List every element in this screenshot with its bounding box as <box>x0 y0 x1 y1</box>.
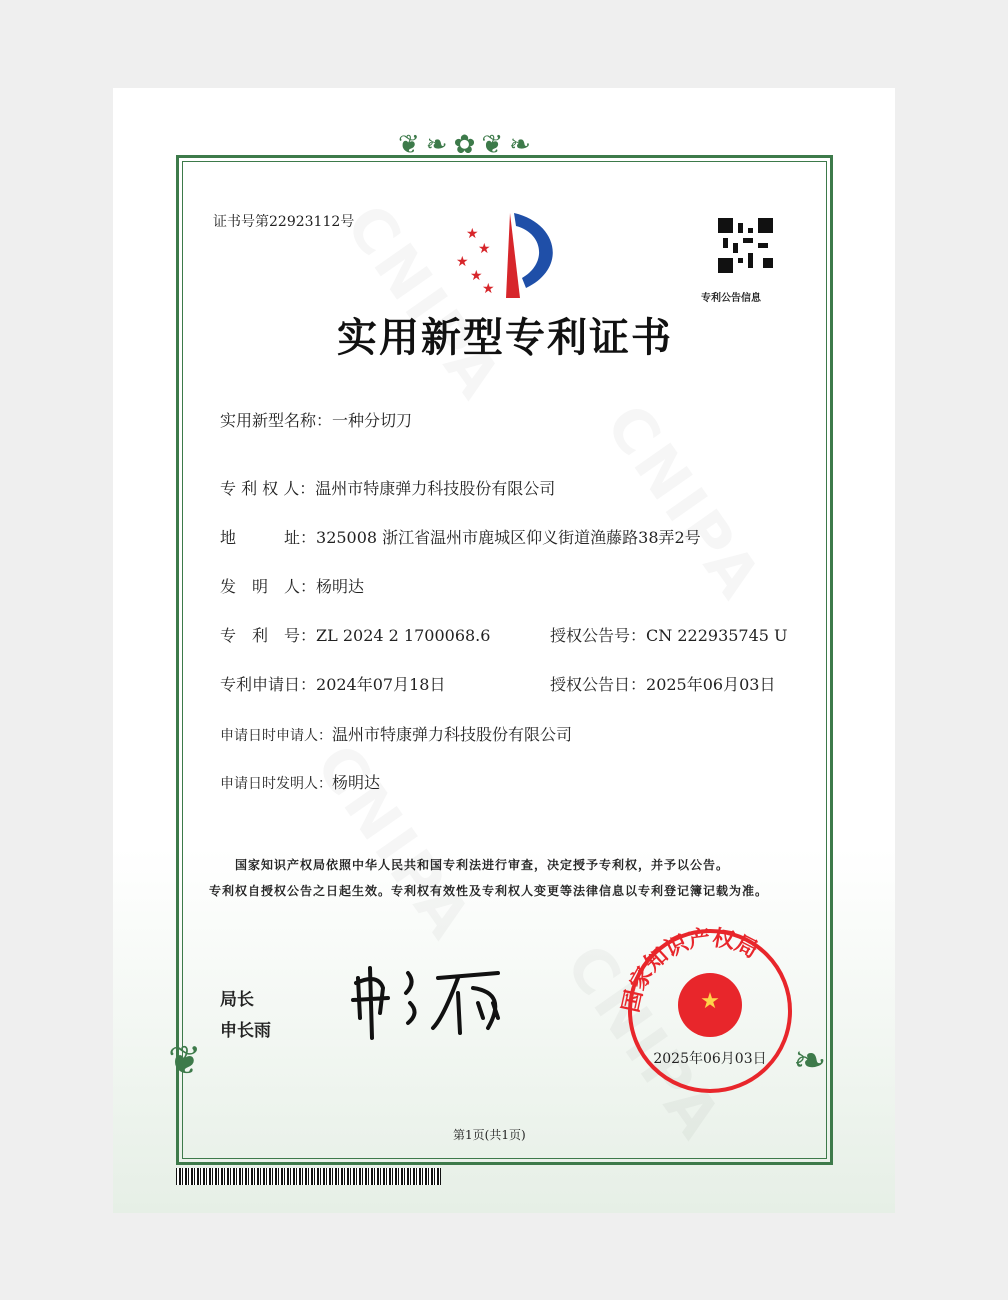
field-label: 申请日时申请人： <box>220 728 332 744</box>
certificate-page <box>113 88 895 1213</box>
field-label: 地 址： <box>220 528 317 547</box>
field-label: 专利申请日： <box>220 675 317 694</box>
qr-label: 专利公告信息 <box>701 293 761 304</box>
svg-text:★: ★ <box>700 989 720 1014</box>
inventor-at-filing: 杨明达 <box>332 773 381 792</box>
director-title: 局长 <box>220 990 254 1010</box>
certificate-title: 实用新型专利证书 <box>337 314 673 361</box>
patent-holder: 温州市特康弹力科技股份有限公司 <box>315 479 556 498</box>
seal-date: 2025年06月03日 <box>653 1051 767 1067</box>
official-seal <box>618 923 803 1093</box>
svg-text:★: ★ <box>478 241 491 257</box>
field-label: 专 利 号： <box>220 626 317 645</box>
applicant-at-filing: 温州市特康弹力科技股份有限公司 <box>332 725 573 744</box>
director-signature <box>348 958 518 1043</box>
field-label: 授权公告号： <box>550 626 647 645</box>
inventor: 杨明达 <box>316 577 365 596</box>
publication-date: 2025年06月03日 <box>646 675 776 694</box>
field-label: 发 明 人： <box>220 577 317 596</box>
seal-org: 国家知识产权局 <box>618 924 763 1015</box>
application-date: 2024年07月18日 <box>316 675 446 694</box>
qr-code[interactable] <box>718 218 773 273</box>
field-label: 实用新型名称： <box>220 411 333 430</box>
top-ornament-icon: ❦❧✿❦❧ <box>398 130 537 160</box>
page-number: 第1页(共1页) <box>453 1128 526 1142</box>
patent-number: ZL 2024 2 1700068.6 <box>316 626 491 645</box>
svg-text:★: ★ <box>456 254 469 270</box>
field-label: 专 利 权 人： <box>220 479 316 498</box>
publication-number: CN 222935745 U <box>646 626 788 645</box>
svg-text:★: ★ <box>466 226 479 242</box>
field-label: 申请日时发明人： <box>220 776 332 792</box>
address: 325008 浙江省温州市鹿城区仰义街道渔藤路38弄2号 <box>316 528 701 547</box>
notice-line: 国家知识产权局依照中华人民共和国专利法进行审查，决定授予专利权，并予以公告。 <box>235 858 730 872</box>
director-name: 申长雨 <box>220 1021 271 1041</box>
svg-text:★: ★ <box>470 268 483 284</box>
corner-ornament-icon: ❦ <box>168 1038 202 1084</box>
barcode <box>176 1168 441 1185</box>
cnipa-logo-icon <box>448 208 568 303</box>
certificate-number: 证书号第22923112号 <box>213 214 355 230</box>
field-label: 授权公告日： <box>550 675 647 694</box>
svg-text:★: ★ <box>482 281 495 297</box>
corner-ornament-icon: ❧ <box>793 1038 827 1084</box>
notice-line: 专利权自授权公告之日起生效。专利权有效性及专利权人变更等法律信息以专利登记簿记载为准。 <box>209 884 769 898</box>
utility-model-name: 一种分切刀 <box>332 411 413 430</box>
